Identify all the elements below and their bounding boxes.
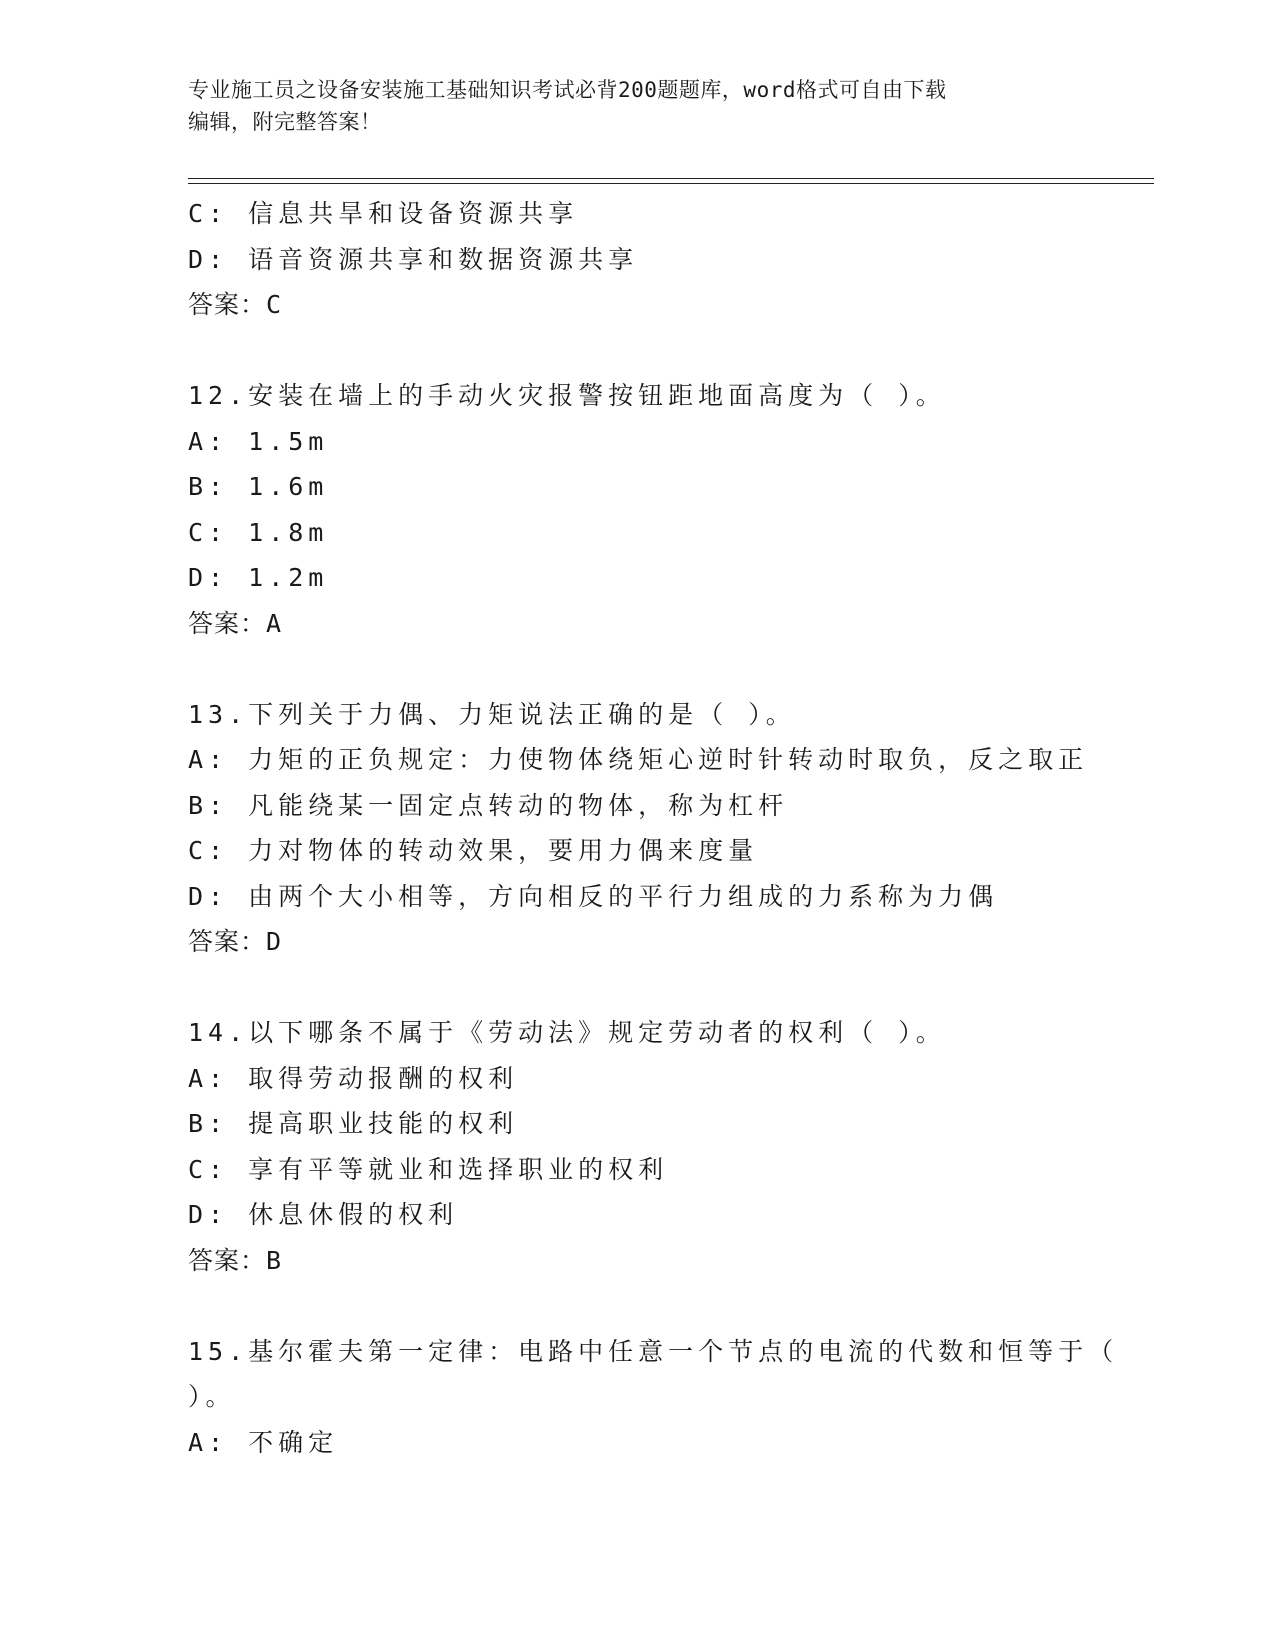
answer: 答案：A bbox=[188, 608, 283, 638]
option-c: C: 1.8m bbox=[188, 517, 329, 547]
header-title-line1: 专业施工员之设备安装施工基础知识考试必背200题题库，word格式可自由下载 bbox=[188, 78, 947, 102]
question-stem: 14.以下哪条不属于《劳动法》规定劳动者的权利（ ）。 bbox=[188, 1018, 946, 1047]
option-c: C: 信息共旱和设备资源共享 bbox=[188, 199, 579, 228]
header-title-line2: 编辑，附完整答案！ bbox=[188, 110, 382, 134]
option-d: D: 由两个大小相等，方向相反的平行力组成的力系称为力偶 bbox=[188, 881, 999, 911]
option-a: A: 力矩的正负规定：力使物体绕矩心逆时针转动时取负，反之取正 bbox=[188, 745, 1089, 774]
spacer bbox=[188, 965, 1148, 1011]
spacer bbox=[188, 646, 1148, 692]
option-d: D: 1.2m bbox=[188, 563, 329, 592]
question-stem-line2: ）。 bbox=[188, 1382, 236, 1411]
question-stem-line1: 15.基尔霍夫第一定律：电路中任意一个节点的电流的代数和恒等于（ bbox=[188, 1336, 1119, 1366]
option-a: A: 不确定 bbox=[188, 1427, 339, 1457]
option-b: B: 提高职业技能的权利 bbox=[188, 1109, 519, 1138]
option-a: A: 1.5m bbox=[188, 426, 329, 456]
option-c: C: 力对物体的转动效果，要用力偶来度量 bbox=[188, 836, 759, 865]
header-divider-bottom bbox=[188, 183, 1154, 184]
document-header bbox=[188, 74, 1088, 138]
answer: 答案：C bbox=[188, 290, 283, 319]
header-divider-top bbox=[188, 178, 1154, 179]
spacer bbox=[188, 1283, 1148, 1329]
option-d: D: 休息休假的权利 bbox=[188, 1200, 459, 1229]
question-list bbox=[188, 191, 1148, 1465]
option-a: A: 取得劳动报酬的权利 bbox=[188, 1063, 519, 1093]
option-c: C: 享有平等就业和选择职业的权利 bbox=[188, 1154, 669, 1184]
option-b: B: 1.6m bbox=[188, 472, 329, 501]
question-stem: 12.安装在墙上的手动火灾报警按钮距地面高度为（ ）。 bbox=[188, 381, 946, 410]
option-b: B: 凡能绕某一固定点转动的物体，称为杠杆 bbox=[188, 790, 789, 820]
answer: 答案：D bbox=[188, 927, 283, 956]
question-stem: 13.下列关于力偶、力矩说法正确的是（ ）。 bbox=[188, 699, 796, 729]
spacer bbox=[188, 328, 1148, 374]
answer: 答案：B bbox=[188, 1245, 283, 1275]
option-d: D: 语音资源共享和数据资源共享 bbox=[188, 244, 639, 274]
